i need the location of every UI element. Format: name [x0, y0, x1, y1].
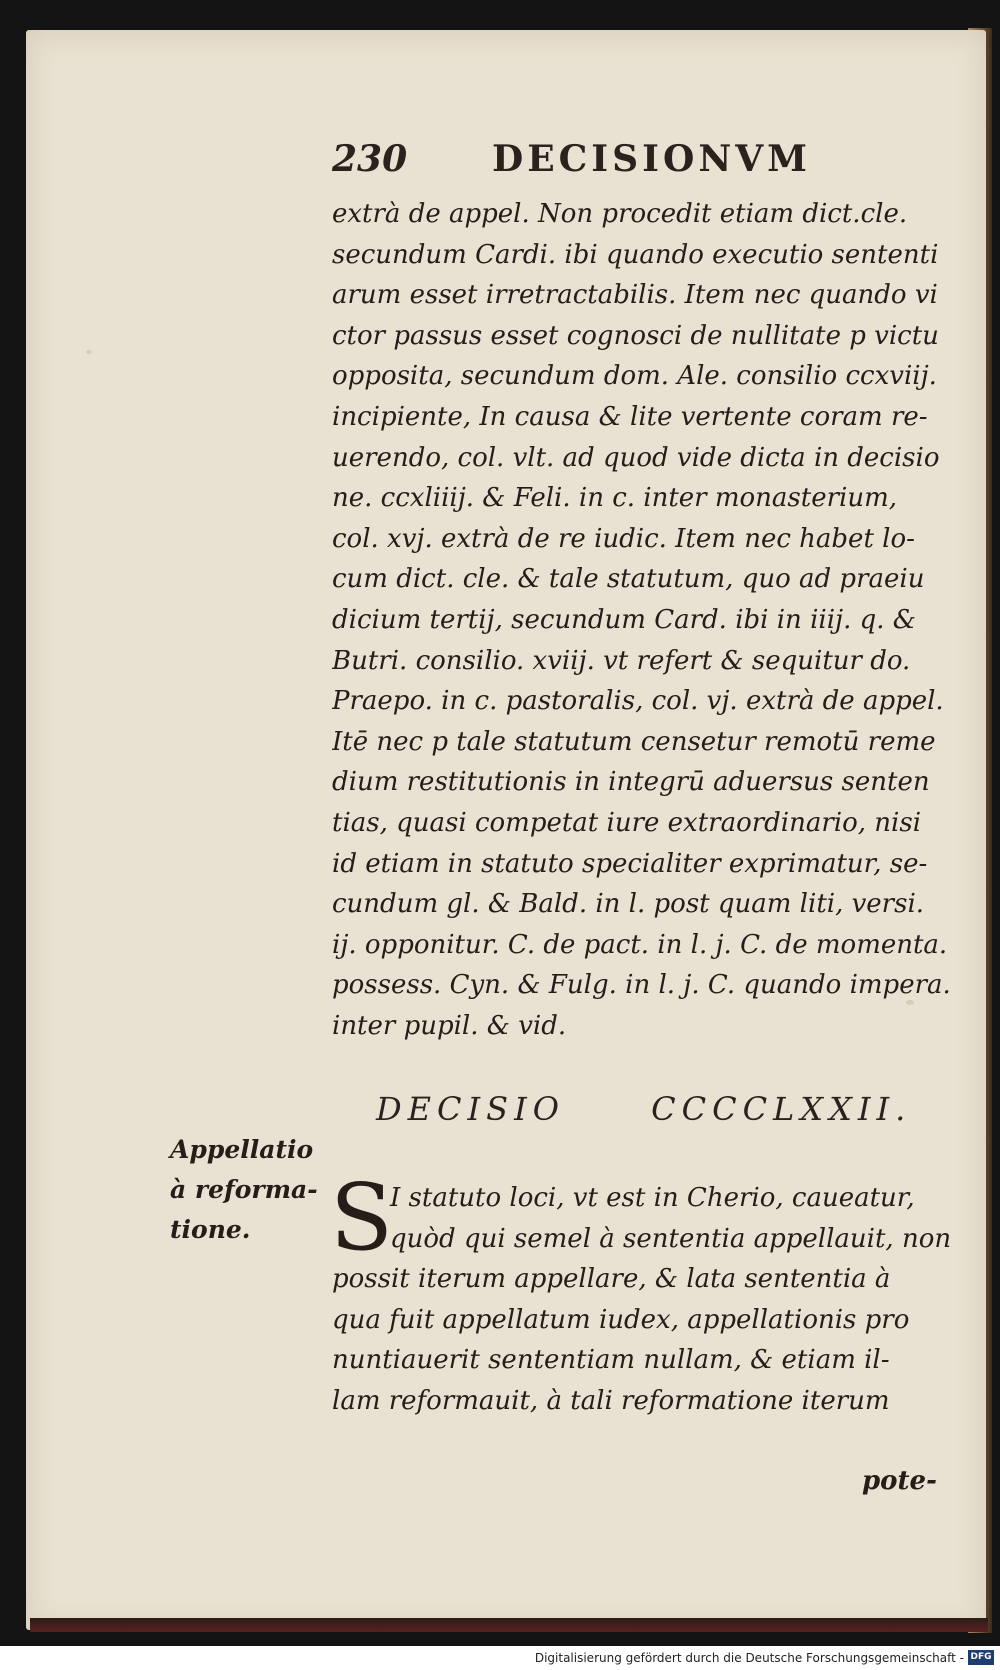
text-line: inter pupil. & vid.: [332, 1010, 567, 1041]
text-line: cundum gl. & Bald. in l. post quam liti, versi.: [332, 889, 925, 920]
text-line: dium restitutionis in integrū aduersus senten: [332, 767, 930, 798]
text-line: id etiam in statuto specialiter exprimatur, se-: [332, 848, 928, 879]
text-line: nuntiauerit sententiam nullam, & etiam il-: [332, 1345, 890, 1376]
text-line: extrà de appel. Non procedit etiam dict.cle.: [332, 199, 908, 229]
text-line: incipiente, In causa & lite vertente coram re-: [332, 401, 928, 432]
section-numeral: CCCCLXXII.: [651, 1090, 912, 1128]
text-line: qua fuit appellatum iudex, appellationis pro: [332, 1304, 910, 1335]
section-heading: [376, 1090, 936, 1138]
text-line: I statuto loci, vt est in Cherio, caueatur,: [390, 1183, 915, 1213]
marginal-line: à reforma-: [170, 1175, 318, 1204]
folio-number: 230: [332, 138, 408, 180]
text-line: possess. Cyn. & Fulg. in l. j. C. quando impera.: [332, 970, 951, 1001]
funding-credit: Digitalisierung gefördert durch die Deutsche Forschungsgemeinschaft -: [534, 1651, 964, 1665]
text-line: cum dict. cle. & tale statutum, quo ad praeiu: [332, 564, 925, 595]
text-line: Itē nec p tale statutum censetur remotū reme: [332, 726, 936, 757]
marginal-line: Appellatio: [170, 1135, 314, 1164]
dfg-logo: DFG: [968, 1650, 994, 1665]
text-line: ij. opponitur. C. de pact. in l. j. C. de momenta.: [332, 929, 948, 960]
text-line: Butri. consilio. xviij. vt refert & sequitur do.: [332, 645, 911, 676]
text-line: dicium tertij, secundum Card. ibi in iiij. q. &: [332, 604, 916, 635]
text-line: ne. ccxliiij. & Feli. in c. inter monasterium,: [332, 483, 898, 514]
text-line: quòd qui semel à sententia appellauit, non: [390, 1223, 952, 1254]
text-line: tias, quasi competat iure extraordinario, nisi: [332, 807, 922, 838]
text-line: arum esset irretractabilis. Item nec quando vi: [332, 280, 938, 311]
section-label: DECISIO: [376, 1090, 565, 1128]
paper-spot: [86, 350, 92, 354]
book-edge: [30, 1618, 988, 1632]
marginal-line: tione.: [170, 1215, 251, 1244]
body-text: [332, 194, 962, 1046]
text-line: ctor passus esset cognosci de nullitate p victu: [332, 320, 939, 351]
text-line: secundum Cardi. ibi quando executio sententi: [332, 239, 939, 270]
text-line: col. xvj. extrà de re iudic. Item nec habet lo-: [332, 523, 915, 554]
marginal-note: [170, 1130, 330, 1250]
footer-bar: [0, 1646, 1000, 1670]
text-line: lam reformauit, à tali reformatione iterum: [332, 1385, 890, 1416]
page-header: [332, 138, 892, 188]
text-line: Praepo. in c. pastoralis, col. vj. extrà de appel.: [332, 686, 944, 717]
decision-text: [332, 1178, 962, 1422]
text-line: possit iterum appellare, & lata sententia à: [332, 1264, 891, 1295]
running-title: DECISIONVM: [492, 138, 812, 180]
text-line: opposita, secundum dom. Ale. consilio ccxviij.: [332, 361, 937, 392]
catchword: pote-: [862, 1466, 937, 1496]
text-line: uerendo, col. vlt. ad quod vide dicta in decisio: [332, 442, 940, 473]
drop-cap: S: [330, 1164, 394, 1271]
